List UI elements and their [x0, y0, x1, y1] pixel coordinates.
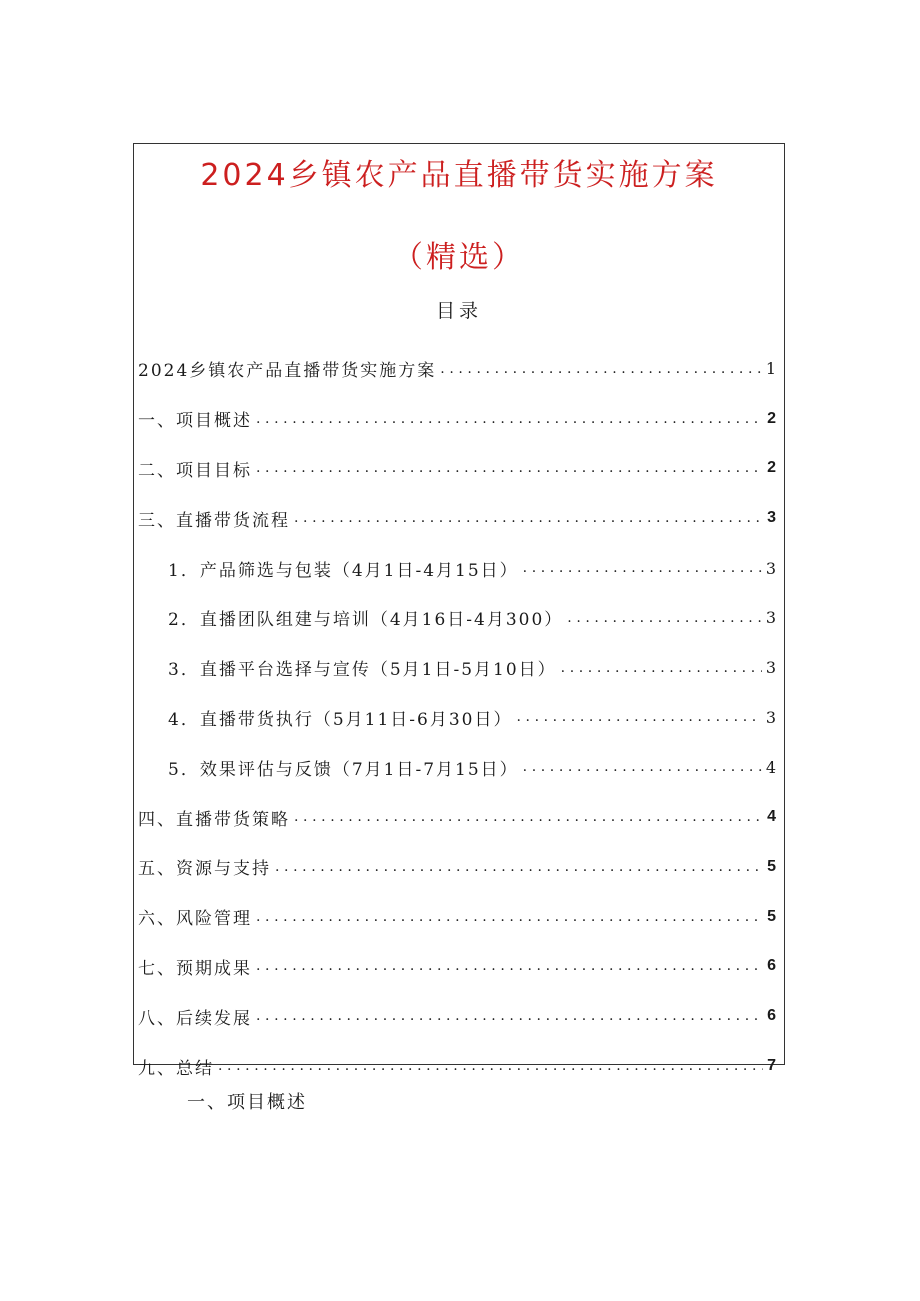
toc-entry[interactable] — [138, 842, 776, 892]
toc-entry-label: 4．直播带货执行（5月11日-6月30日） — [168, 709, 513, 730]
toc-entry-page: 3 — [767, 509, 776, 527]
toc-dot-leader — [523, 560, 762, 576]
toc-entry-page: 3 — [765, 707, 776, 727]
document-subtitle: （精选） — [393, 240, 525, 275]
toc-entry-label: 七、预期成果 — [138, 958, 252, 979]
toc-entry-label: 3．直播平台选择与宣传（5月1日-5月10日） — [168, 660, 557, 681]
toc-entry-label: 2．直播团队组建与培训（4月16日-4月300） — [168, 610, 564, 631]
toc-entry-page: 4 — [765, 757, 776, 777]
toc-dot-leader — [256, 460, 763, 476]
toc-subentry[interactable] — [138, 543, 776, 593]
toc-dot-leader — [256, 1008, 763, 1024]
toc-entry-page: 3 — [765, 608, 776, 628]
toc-entry[interactable] — [138, 344, 776, 394]
toc-entry-page: 5 — [767, 857, 776, 875]
toc-entry[interactable] — [138, 1041, 776, 1091]
toc-subentry[interactable] — [138, 742, 776, 792]
toc-dot-leader — [294, 809, 763, 825]
toc-dot-leader — [256, 411, 763, 427]
toc-entry-page: 3 — [765, 558, 776, 578]
toc-entry-label: 2024乡镇农产品直播带货实施方案 — [138, 361, 437, 382]
toc-entry-label: 二、项目目标 — [138, 460, 252, 481]
toc-dot-leader — [218, 1058, 763, 1074]
toc-entry[interactable] — [138, 444, 776, 494]
toc-dot-leader — [567, 610, 762, 626]
toc-entry-page: 2 — [767, 459, 776, 477]
document-title: 2024乡镇农产品直播带货实施方案 — [200, 158, 718, 193]
toc-entry-label: 三、直播带货流程 — [138, 510, 290, 531]
toc-dot-leader — [256, 909, 763, 925]
toc-dot-leader — [523, 759, 762, 775]
toc-entry-page: 1 — [765, 359, 776, 379]
toc-subentry[interactable] — [138, 693, 776, 743]
toc-entry-label: 四、直播带货策略 — [138, 809, 290, 830]
toc-entry-label: 九、总结 — [138, 1058, 214, 1079]
toc-heading: 目录 — [435, 300, 482, 322]
section-heading: 一、项目概述 — [187, 1092, 307, 1113]
toc-entry-page: 7 — [767, 1057, 776, 1075]
title-toc-frame — [133, 143, 785, 1079]
toc-entry-page: 6 — [767, 1007, 776, 1025]
toc-subentry[interactable] — [138, 593, 776, 643]
toc-entry[interactable] — [138, 394, 776, 444]
toc-entry-page: 2 — [767, 409, 776, 427]
toc-dot-leader — [256, 958, 763, 974]
toc-dot-leader — [516, 709, 761, 725]
toc-dot-leader — [561, 660, 762, 676]
toc-dot-leader — [440, 361, 762, 377]
toc-entry[interactable] — [138, 991, 776, 1041]
toc-entry-label: 五、资源与支持 — [138, 859, 271, 880]
toc-entry-label: 八、后续发展 — [138, 1008, 252, 1029]
toc-entry-page: 5 — [767, 907, 776, 925]
toc-entry[interactable] — [138, 942, 776, 992]
toc-dot-leader — [275, 859, 763, 875]
toc-entry-page: 3 — [765, 658, 776, 678]
toc-entry-label: 1．产品筛选与包装（4月1日-4月15日） — [168, 560, 519, 581]
toc-entry[interactable] — [138, 792, 776, 842]
toc-entry-label: 5．效果评估与反馈（7月1日-7月15日） — [168, 759, 519, 780]
table-of-contents — [138, 344, 776, 1091]
toc-entry-label: 一、项目概述 — [138, 411, 252, 432]
toc-subentry[interactable] — [138, 643, 776, 693]
toc-entry-page: 6 — [767, 957, 776, 975]
toc-entry-page: 4 — [767, 808, 776, 826]
toc-entry[interactable] — [138, 892, 776, 942]
toc-entry-label: 六、风险管理 — [138, 909, 252, 930]
toc-entry[interactable] — [138, 493, 776, 543]
toc-dot-leader — [294, 510, 763, 526]
